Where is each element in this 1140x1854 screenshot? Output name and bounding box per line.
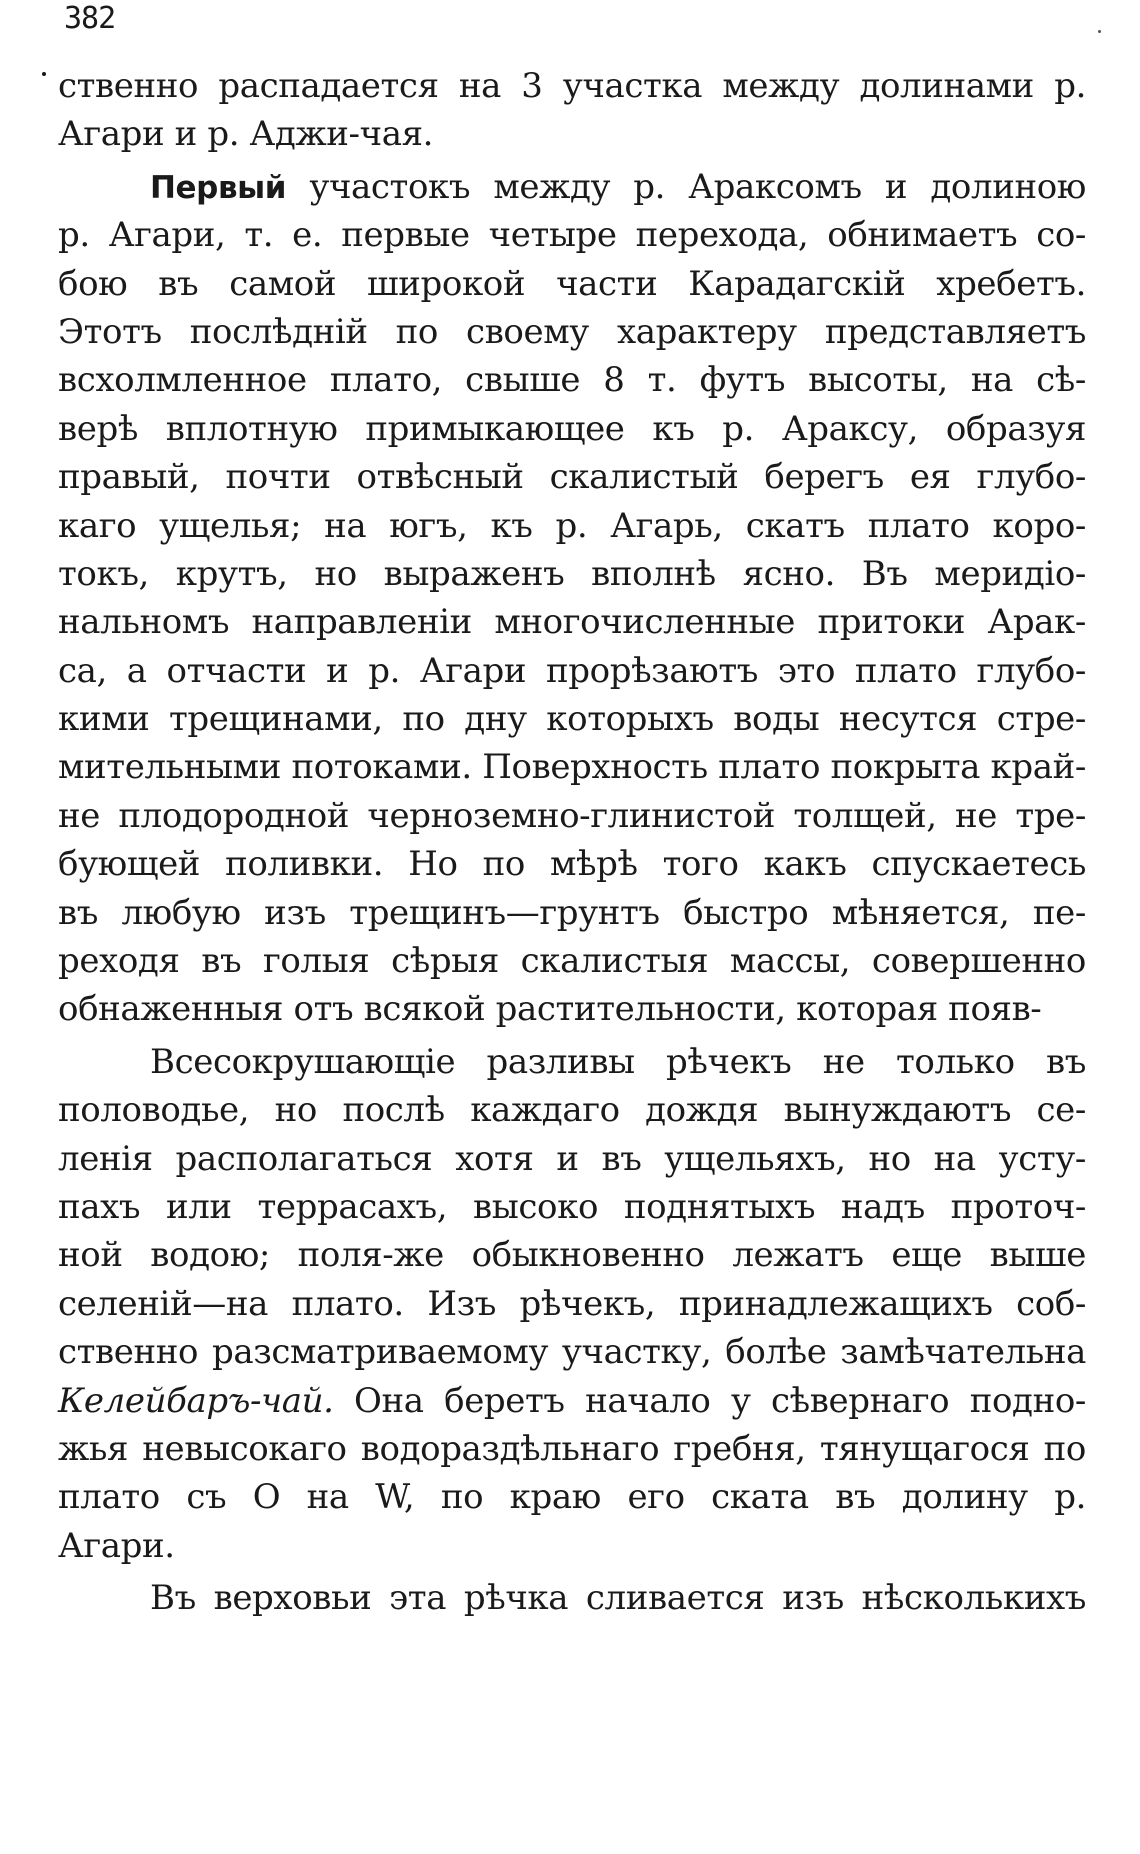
text-line: верѣ вплотную примыкающее къ р. Араксу, образуя — [58, 408, 1086, 449]
text-line: кими трещинами, по дну которыхъ воды несутся стре- — [58, 699, 1086, 740]
text-line: токъ, крутъ, но выраженъ вполнѣ ясно. Въ меридіо- — [58, 553, 1086, 594]
paragraph-continuation — [58, 62, 1086, 159]
paragraph-upper-course — [58, 1574, 1086, 1622]
text-line: Агари. — [58, 1525, 175, 1566]
text-line: реходя въ голыя сѣрыя скалистыя массы, совершенно — [58, 941, 1086, 982]
text-line: обнаженныя отъ всякой растительности, которая появ- — [58, 989, 1042, 1030]
text-line: правый, почти отвѣсный скалистый берегъ ея глубо- — [58, 457, 1086, 498]
text-line: Этотъ послѣдній по своему характеру представляетъ — [58, 311, 1086, 352]
text-line: Агари и р. Аджи-чая. — [58, 114, 434, 155]
text-line: са, а отчасти и р. Агари прорѣзаютъ это плато глубо- — [58, 650, 1086, 691]
text-line: мительными потоками. Поверхность плато покрыта край- — [58, 747, 1086, 788]
text-line: всхолмленное плато, свыше 8 т. футъ высоты, на сѣ- — [58, 360, 1086, 401]
river-name-italic: Келейбаръ-чай. — [58, 1380, 334, 1421]
text-line: каго ущелья; на югъ, къ р. Агарь, скатъ плато коро- — [58, 505, 1086, 546]
bold-lead-word: Первый — [150, 169, 287, 206]
text-line: половодье, но послѣ каждаго дождя вынуждаютъ се- — [58, 1090, 1086, 1131]
paragraph-rivers — [58, 1038, 1086, 1570]
text-line: селеній—на плато. Изъ рѣчекъ, принадлежащихъ соб- — [58, 1283, 1086, 1324]
paragraph-first-section — [58, 163, 1086, 1034]
text-line: р. Агари, т. е. первые четыре перехода, обнимаетъ со- — [58, 215, 1086, 256]
text-line: ленія располагаться хотя и въ ущельяхъ, но на усту- — [58, 1138, 1086, 1179]
page-number: 382 — [64, 1, 116, 36]
text-line: нальномъ направленіи многочисленные притоки Арак- — [58, 602, 1086, 643]
body-text — [58, 62, 1086, 1623]
text-line: не плодородной черноземно-глинистой толщей, не тре- — [58, 795, 1086, 836]
italic-line-rest: Она беретъ начало у сѣвернаго подно- — [333, 1380, 1086, 1421]
text-line: жья невысокаго водораздѣльнаго гребня, тянущагося по — [58, 1428, 1086, 1469]
text-line: Всесокрушающіе разливы рѣчекъ не только въ — [150, 1041, 1086, 1082]
text-line: ной водою; поля-же обыкновенно лежатъ еще выше — [58, 1235, 1086, 1276]
text-line: плато съ О на W, по краю его ската въ долину р. — [58, 1477, 1086, 1518]
text-line: въ любую изъ трещинъ—грунтъ быстро мѣняется, пе- — [58, 892, 1086, 933]
margin-dot — [42, 72, 46, 76]
text-line: ственно разсматриваемому участку, болѣе замѣчательна — [58, 1332, 1086, 1373]
text-line — [58, 163, 1086, 211]
text-line: пахъ или террасахъ, высоко поднятыхъ надъ проточ- — [58, 1186, 1086, 1227]
paper-speck — [1098, 30, 1101, 33]
text-line: ственно распадается на 3 участка между долинами р. — [58, 66, 1086, 106]
lead-line-rest: участокъ между р. Араксомъ и долиною — [286, 166, 1086, 207]
text-line: бующей поливки. Но по мѣрѣ того какъ спускаетесь — [58, 844, 1086, 885]
text-line: бою въ самой широкой части Карадагскій хребетъ. — [58, 263, 1086, 304]
text-line: Въ верховьи эта рѣчка сливается изъ нѣсколькихъ — [150, 1578, 1086, 1619]
text-line — [58, 1377, 1086, 1425]
